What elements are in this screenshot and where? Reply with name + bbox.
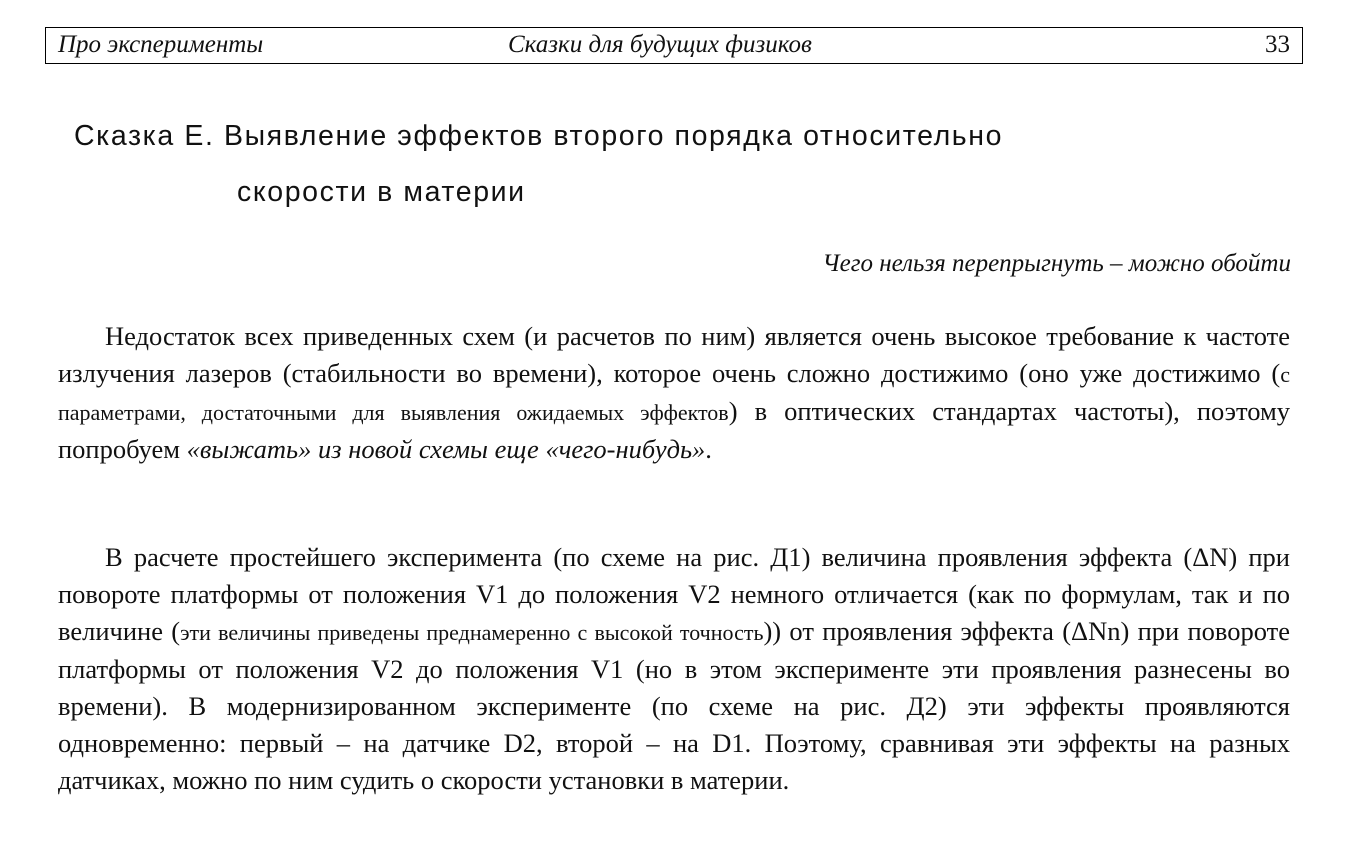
header-section-title: Про эксперименты xyxy=(58,31,264,58)
chapter-title xyxy=(74,108,1003,220)
running-header xyxy=(45,27,1303,64)
paragraph-2-text-b: )) от проявления эффекта (ΔNn) при повороте платформы от положения V2 до положения V1 (но в этом эксперименте эти проявления разнесены во времени). В модернизированном эксперименте (по схеме на рис. Д2) эти эффекты проявляются одновременно: первый – на датчике D2, второй – на D1. Поэтому, сравнивая эти эффекты на разных датчиках, можно по ним судить о скорости установки в материи. xyxy=(58,616,1290,795)
paragraph-1-text-a: Недостаток всех приведенных схем (и расчетов по ним) является очень высокое требование к частоте излучения лазеров (стабильности во времени), которое очень сложно достижимо (оно уже достижимо ( xyxy=(58,321,1290,388)
page-number: 33 xyxy=(1265,31,1290,58)
paragraph-1-small-note: с параметрами, достаточными для выявления ожидаемых эффектов xyxy=(58,362,1290,425)
header-book-title: Сказки для будущих физиков xyxy=(508,31,812,58)
paragraph-2-text-a: В расчете простейшего эксперимента (по схеме на рис. Д1) величина проявления эффекта (ΔN) при повороте платформы от положения V1 до положения V2 немного отличается (как по формулам, так и по величине ( xyxy=(58,542,1290,646)
chapter-title-line-1: Сказка Е. Выявление эффектов второго порядка относительно xyxy=(74,120,1004,152)
paragraph-1-italic-quote: «выжать» из новой схемы еще «чего-нибудь» xyxy=(186,434,706,464)
epigraph: Чего нельзя перепрыгнуть – можно обойти xyxy=(822,250,1291,277)
paragraph-1-text-b: ) в оптических стандартах частоты), поэтому попробуем xyxy=(58,396,1290,464)
paragraph-2 xyxy=(58,539,1290,799)
paragraph-1 xyxy=(58,318,1290,468)
paragraph-1-text-c: . xyxy=(705,434,712,464)
paragraph-2-small-note: эти величины приведены преднамеренно с высокой точность xyxy=(180,620,764,645)
chapter-title-line-2: скорости в материи xyxy=(237,176,526,208)
